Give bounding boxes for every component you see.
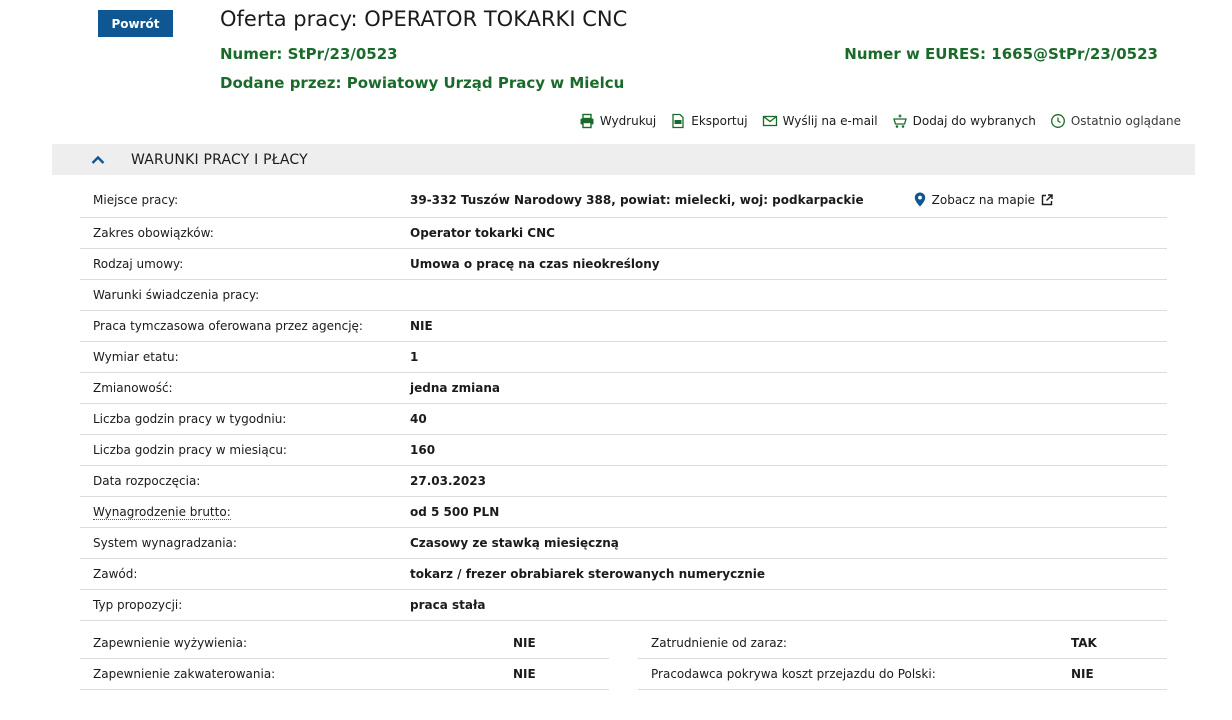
row-label: Rodzaj umowy:: [93, 257, 184, 271]
back-button[interactable]: Powrót: [98, 10, 173, 37]
row-value: tokarz / frezer obrabiarek sterowanych numerycznie: [410, 567, 765, 581]
row-label: Wymiar etatu:: [93, 350, 179, 364]
added-by-label: Dodane przez:: [220, 74, 342, 92]
row-label: Zawód:: [93, 567, 138, 581]
map-pin-icon: [914, 192, 926, 207]
page-title: Oferta pracy: OPERATOR TOKARKI CNC: [220, 7, 628, 31]
table-row: [80, 466, 1167, 497]
added-by-value: Powiatowy Urząd Pracy w Mielcu: [346, 74, 625, 92]
row-value: 160: [410, 443, 436, 457]
two-column-table: [80, 628, 1167, 690]
row-value: praca stała: [410, 598, 486, 612]
row-label: Liczba godzin pracy w miesiącu:: [93, 443, 287, 457]
row-label-gross-salary[interactable]: [80, 505, 410, 519]
print-label: Wydrukuj: [599, 114, 657, 128]
row-value: NIE: [410, 319, 433, 333]
eures-number-label: Numer w EURES:: [844, 45, 987, 63]
row-label: Warunki świadczenia pracy:: [93, 288, 260, 302]
email-label: Wyślij na e-mail: [782, 114, 878, 128]
add-favorite-label: Dodaj do wybranych: [912, 114, 1036, 128]
eures-number: [844, 45, 1158, 63]
envelope-icon: [762, 113, 778, 129]
table-row: [638, 659, 1167, 690]
row-value: 40: [410, 412, 427, 426]
recently-viewed-label: Ostatnio oglądane: [1070, 114, 1181, 128]
row-label: Pracodawca pokrywa koszt przejazdu do Polski:: [651, 667, 936, 681]
table-row: [638, 628, 1167, 659]
table-row: [80, 182, 1167, 218]
row-value: TAK: [1071, 636, 1097, 650]
offer-number: [220, 45, 398, 63]
conditions-table: [80, 182, 1167, 621]
row-value: od 5 500 PLN: [410, 505, 500, 519]
table-row: [80, 249, 1167, 280]
left-column: [80, 628, 609, 690]
printer-icon: [579, 113, 595, 129]
table-row: [80, 218, 1167, 249]
row-label: Zakres obowiązków:: [93, 226, 214, 240]
table-row: [80, 373, 1167, 404]
table-row: [80, 659, 609, 690]
row-value: 1: [410, 350, 419, 364]
table-row: [80, 342, 1167, 373]
offer-number-value: StPr/23/0523: [287, 45, 398, 63]
add-favorite-button[interactable]: [892, 113, 1036, 129]
eures-number-value: 1665@StPr/23/0523: [991, 45, 1158, 63]
row-value: 39-332 Tuszów Narodowy 388, powiat: mielecki, woj: podkarpackie: [410, 192, 864, 207]
right-column: [638, 628, 1167, 690]
print-button[interactable]: [579, 113, 656, 129]
table-row: [80, 497, 1167, 528]
offer-number-label: Numer:: [220, 45, 283, 63]
row-label: Zatrudnienie od zaraz:: [651, 636, 787, 650]
table-row: [80, 628, 609, 659]
basket-icon: [892, 113, 908, 129]
row-label: Typ propozycji:: [93, 598, 183, 612]
email-button[interactable]: [762, 113, 878, 129]
added-by: [220, 74, 624, 92]
row-label: Zmianowość:: [93, 381, 173, 395]
table-row: [80, 280, 1167, 311]
row-label: Data rozpoczęcia:: [93, 474, 201, 488]
row-value: Czasowy ze stawką miesięczną: [410, 536, 619, 550]
table-row: [80, 435, 1167, 466]
row-label: Wynagrodzenie brutto:: [93, 505, 231, 519]
section-header-work-conditions[interactable]: [52, 144, 1195, 175]
recently-viewed-button[interactable]: [1050, 113, 1181, 129]
row-label: Miejsce pracy:: [93, 192, 179, 207]
row-value: NIE: [513, 667, 536, 681]
row-label: Zapewnienie zakwaterowania:: [93, 667, 276, 681]
row-value: NIE: [513, 636, 536, 650]
chevron-up-icon[interactable]: [90, 152, 106, 168]
clock-icon: [1050, 113, 1066, 129]
table-row: [80, 528, 1167, 559]
row-value: jedna zmiana: [410, 381, 500, 395]
table-row: [80, 559, 1167, 590]
map-link-label: Zobacz na mapie: [931, 192, 1036, 207]
map-link[interactable]: [914, 192, 1053, 207]
export-button[interactable]: [670, 113, 747, 129]
row-value: Operator tokarki CNC: [410, 226, 555, 240]
row-label: Zapewnienie wyżywienia:: [93, 636, 248, 650]
external-link-icon: [1041, 194, 1053, 206]
row-label: Liczba godzin pracy w tygodniu:: [93, 412, 287, 426]
row-value: NIE: [1071, 667, 1094, 681]
table-row: [80, 590, 1167, 621]
toolbar: [579, 113, 1181, 129]
row-label: Praca tymczasowa oferowana przez agencję:: [93, 319, 363, 333]
pdf-export-icon: [670, 113, 686, 129]
row-label: System wynagradzania:: [93, 536, 237, 550]
table-row: [80, 311, 1167, 342]
row-value: Umowa o pracę na czas nieokreślony: [410, 257, 660, 271]
table-row: [80, 404, 1167, 435]
row-value: 27.03.2023: [410, 474, 486, 488]
export-label: Eksportuj: [691, 114, 748, 128]
section-title: WARUNKI PRACY I PŁACY: [131, 151, 308, 168]
